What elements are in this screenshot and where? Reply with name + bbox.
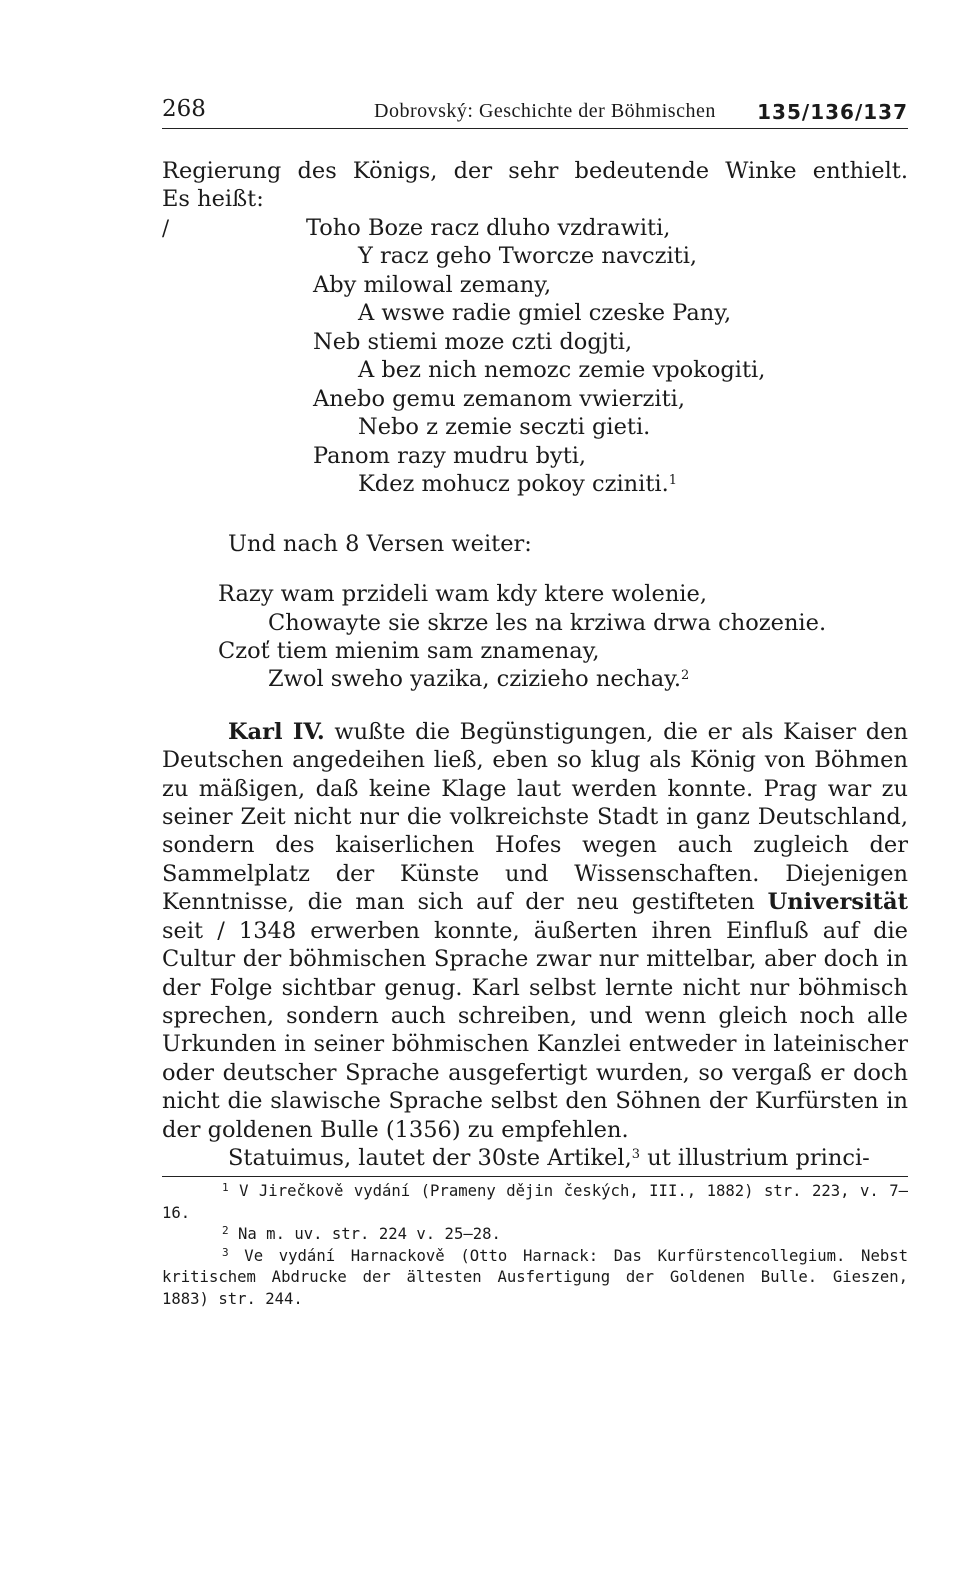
body-text-b: seit / 1348 erwerben konnte, äußerten ihren Einfluß auf die Cultur der böhmischen Sprache zwar nur mittelbar, aber doch in der Folge sichtbar genug. Karl selbst lernte nicht nur böhmisch sprechen, sondern auch schreiben, und wenn gleich noch alle Urkunden in seiner böhmischen Kanzlei entweder in lateinischer oder deutscher Sprache ausgefertigt wurden, so vergaß er doch nicht die slawische Sprache selbst den Söhnen der Kurfürsten in der goldenen Bulle (1356) zu empfehlen. bbox=[162, 917, 908, 1143]
footnote-mark: 3 bbox=[222, 1245, 229, 1259]
footnote-text: Ve vydání Harnackově (Otto Harnack: Das Kurfürstencollegium. Nebst kritischem Abdrucke der ältesten Ausfertigung der Goldenen Bulle. Gieszen, 1883) str. 244. bbox=[162, 1246, 908, 1308]
verse-line: A bez nich nemozc zemie vpokogiti, bbox=[358, 357, 766, 384]
footnote-mark: 1 bbox=[222, 1181, 229, 1195]
book-page bbox=[162, 88, 908, 1310]
verse-line: Nebo z zemie seczti gieti. bbox=[358, 414, 651, 441]
statuimus-paragraph bbox=[162, 1144, 908, 1172]
footnote-text: V Jirečkově vydání (Prameny dějin českých, III., 1882) str. 223, v. 7—16. bbox=[162, 1182, 908, 1222]
statuimus-text-a: Statuimus, lautet der 30ste Artikel, bbox=[228, 1144, 632, 1171]
verse-line: Czoť tiem mienim sam znamenay, bbox=[218, 638, 600, 665]
verse-line: Chowayte sie skrze les na krziwa drwa chozenie. bbox=[268, 609, 827, 636]
verse-line-text: Kdez mohucz pokoy cziniti. bbox=[358, 471, 669, 498]
verse-line: Razy wam przideli wam kdy ktere wolenie, bbox=[218, 581, 707, 608]
verse-line: Panom razy mudru byti, bbox=[313, 442, 587, 469]
footnote-mark: 2 bbox=[222, 1224, 229, 1238]
lead-line-1: Regierung des Königs, der sehr bedeutende Winke enthielt. bbox=[162, 158, 908, 184]
intro-line: Und nach 8 Versen weiter: bbox=[228, 530, 532, 557]
universitat-term: Universität bbox=[767, 889, 908, 916]
marginal-slash: / bbox=[162, 215, 170, 240]
footnote-ref-3: 3 bbox=[631, 1146, 641, 1162]
verse-quote-1 bbox=[162, 214, 908, 516]
footnote-3 bbox=[162, 1246, 908, 1311]
footnote-1 bbox=[162, 1181, 908, 1224]
name-karl-iv: Karl IV. bbox=[228, 718, 325, 745]
lead-line-2: Es heißt: bbox=[162, 186, 264, 213]
verse-line: Neb stiemi moze czti dogjti, bbox=[313, 328, 633, 355]
verse-line-text: Zwol sweho yazika, czizieho nechay. bbox=[268, 666, 682, 693]
body-text-a: wußte die Begünstigungen, die er als Kaiser den Deutschen angedeihen ließ, eben so klug als König von Böhmen zu mäßigen, daß keine Klage laut werden konnte. Prag war zu seiner Zeit nicht nur die volkreichste Stadt in ganz Deutschland, sondern des kaiserlichen Hofes wegen auch zugleich der Sammelplatz der Künste und Wissenschaften. Diejenigen Kenntnisse, die man sich auf der neu gestifteten bbox=[162, 718, 908, 916]
verse-line: A wswe radie gmiel czeske Pany, bbox=[358, 300, 732, 327]
lead-paragraph bbox=[162, 157, 908, 214]
footnote-2 bbox=[162, 1224, 908, 1246]
verse-line: Aby milowal zemany, bbox=[313, 271, 552, 298]
folio-reference: 135/136/137 bbox=[757, 100, 908, 124]
running-header bbox=[162, 88, 908, 129]
verse-line: Toho Boze racz dluho vzdrawiti, bbox=[306, 214, 671, 241]
footnote-text: Na m. uv. str. 224 v. 25—28. bbox=[228, 1225, 501, 1244]
statuimus-text-b: ut illustrium princi- bbox=[640, 1144, 870, 1171]
verse-line bbox=[358, 470, 677, 498]
footnote-ref-1: 1 bbox=[668, 473, 678, 489]
footnote-rule bbox=[162, 1176, 908, 1177]
verse-line: Anebo gemu zemanom vwierziti, bbox=[313, 385, 685, 412]
page-number: 268 bbox=[162, 96, 206, 122]
footnotes bbox=[162, 1181, 908, 1310]
body-paragraph bbox=[162, 718, 908, 1144]
verse-line bbox=[268, 665, 908, 693]
running-title: Dobrovský: Geschichte der Böhmischen bbox=[374, 100, 716, 122]
verse-line: Y racz geho Tworcze navcziti, bbox=[358, 243, 698, 270]
footnote-ref-2: 2 bbox=[681, 668, 690, 684]
verse-quote-2 bbox=[162, 580, 908, 694]
